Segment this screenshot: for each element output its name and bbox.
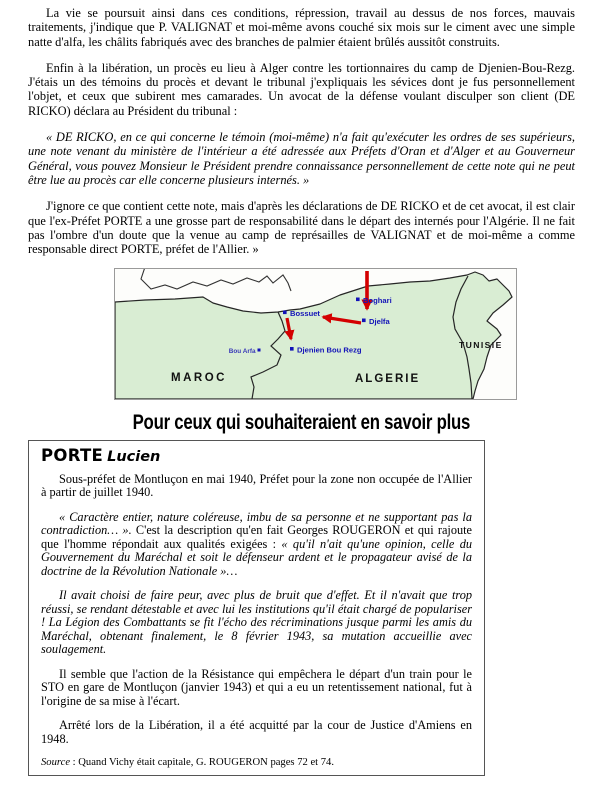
city-label-djelfa: Djelfa — [369, 317, 390, 327]
character-description: C'est la description qu'en fait Georges ROUGERON et qui rajoute que l'homme répondait aux qualités exigées : — [41, 523, 472, 551]
map-svg — [115, 269, 514, 399]
section-heading-text: Pour ceux qui souhaiteraient en savoir plus — [132, 410, 471, 435]
source-label: Source — [41, 757, 71, 769]
profile-paragraph-acquittal: Arrêté lors de la Libération, il a été acquitté par la cour de Justice d'Amiens en 1948. — [41, 718, 472, 746]
city-marker-djelfa — [362, 319, 366, 323]
source-text: : Quand Vichy était capitale, G. ROUGERON pages 72 et 74. — [70, 757, 334, 769]
profile-paragraph-career: Sous-préfet de Montluçon en mai 1940, Préfet pour la zone non occupée de l'Allier à partir de juillet 1940. — [41, 471, 472, 500]
paragraph-camp-conditions: La vie se poursuit ainsi dans ces conditions, répression, travail au dessus de nos forces, mauvais traitements, j'indique que P. VALIGNAT et moi-même avons couché six mois sur le ciment avec une simple natte d'alfa, les châlits fabriqués avec des branches de palmier étaient brûlés aussitôt construits. — [28, 6, 575, 49]
profile-firstname: Lucien — [107, 449, 161, 466]
country-label-algerie: ALGERIE — [355, 373, 421, 386]
profile-surname: PORTE — [41, 446, 104, 466]
paragraph-porte-responsibility: J'ignore ce que contient cette note, mais d'après les déclarations de DE RICKO et de cet avocat, il est clair que l'ex-Préfet PORTE a une grosse part de responsabilité dans le départ des internés pour l'Algérie. Il ne fait pas l'ombre d'un doute que la venue au camp de représailles de VALIGNAT et de moi-même a comme responsable direct PORTE, préfet de l'Allier. » — [28, 199, 575, 257]
paragraph-lawyer-quote: « DE RICKO, en ce qui concerne le témoin (moi-même) n'a fait qu'exécuter les ordres de ses supérieurs, une note venant du ministère de l'intérieur a été adressée aux Préfets d'Oran et d'Alger et au Gouverneur Général, vous pouvez Monsieur le Président prendre connaissance personnellement de cette note qui ne peut être lue au procès car elle concerne plusieurs internés. » — [28, 130, 575, 187]
profile-paragraph-character — [41, 511, 472, 579]
city-marker-bou-arfa — [258, 349, 261, 352]
profile-paragraph-legion: Il avait choisi de faire peur, avec plus de bruit que d'effet. Et il n'avait que trop réussi, se rendant détestable et avec lui les institutions qu'il était chargé de populariser ! La Légion des Combattants se fit l'écho des récriminations jusque parmi les amis du Maréchal, obtenant finalement, le 8 février 1943, sa mutation accueillie avec soulagement. — [41, 588, 472, 657]
profile-box-title — [41, 446, 472, 466]
source-line — [41, 757, 472, 769]
city-marker-boghari — [356, 298, 360, 302]
city-marker-bossuet — [283, 311, 287, 315]
country-label-tunisie: TUNISIE — [459, 340, 503, 351]
character-quote-close: « qu'il n'ait qu'une opinion, celle du Gouvernement du Maréchal et soit le défenseur ardent et le propagateur avisé de la doctrine de la Révolution Nationale »… — [41, 536, 472, 578]
city-label-bou-arfa: Bou Arfa — [228, 348, 256, 356]
city-label-bossuet: Bossuet — [290, 309, 320, 319]
paragraph-liberation-trial: Enfin à la libération, un procès eu lieu à Alger contre les tortionnaires du camp de Djenien-Bou-Rezg. J'étais un des témoins du procès et devant le tribunal j'expliquais les sévices dont je fus personnellement l'objet, et ceux que subirent mes camarades. Un avocat de la défense voulant disculper son client (DE RICKO) déclara au Président du tribunal : — [28, 60, 575, 118]
country-label-maroc: MAROC — [171, 372, 227, 385]
profile-box — [28, 440, 485, 776]
map-figure — [114, 268, 517, 400]
city-marker-djenien-bou-rezg — [290, 347, 294, 351]
character-quote-open: « Caractère entier, nature coléreuse, imbu de sa personne et ne supportant pas la contradiction… ». — [41, 509, 472, 538]
city-label-djenien-bou-rezg: Djenien Bou Rezg — [297, 345, 362, 355]
city-label-boghari: Boghari — [363, 296, 392, 306]
profile-paragraph-resistance: Il semble que l'action de la Résistance qui empêchera le départ d'un train pour le STO en gare de Montluçon (janvier 1943) et qui a eu un retentissement national, fut à l'origine de sa mise à l'écart. — [41, 666, 472, 708]
section-heading — [28, 410, 575, 434]
